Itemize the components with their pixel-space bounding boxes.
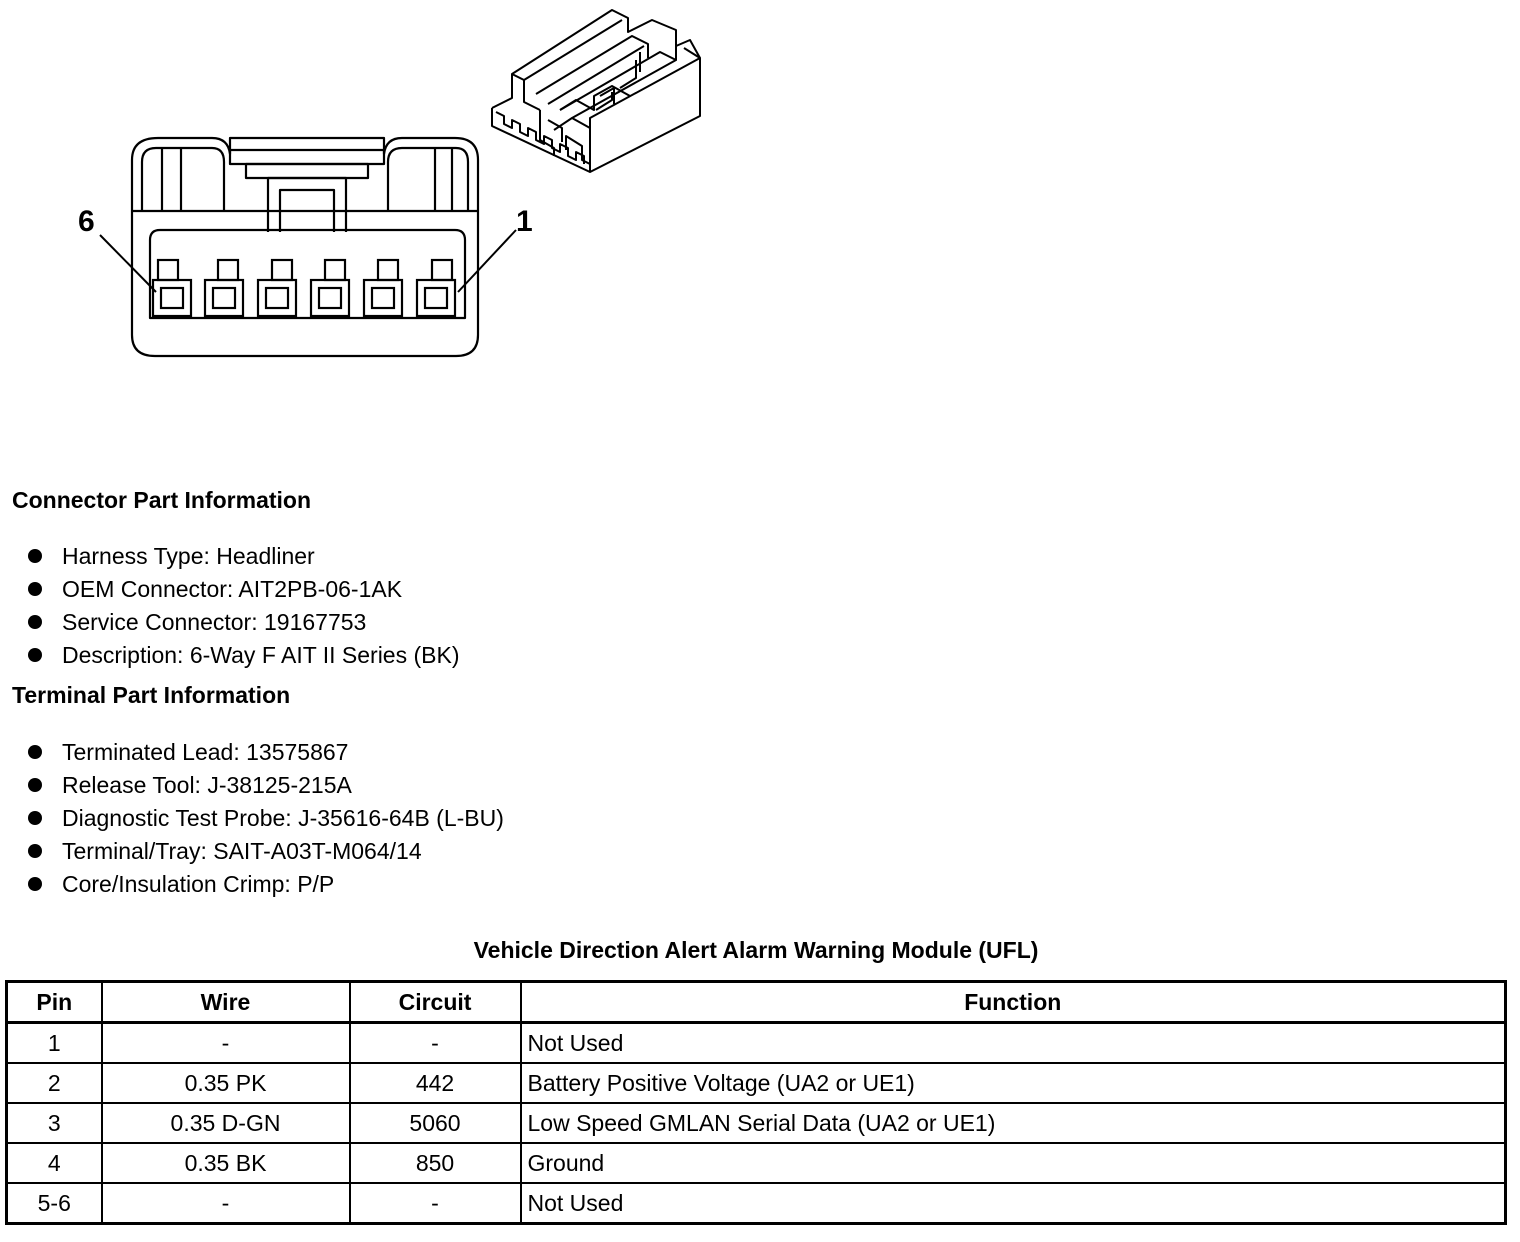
bullet-icon (28, 778, 42, 792)
bullet-icon (28, 844, 42, 858)
circuit-cell: - (350, 1023, 521, 1064)
bullet-icon (28, 615, 42, 629)
oem-connector-text: OEM Connector: AIT2PB-06-1AK (62, 575, 403, 602)
list-item (28, 867, 504, 900)
pin-1-label: 1 (516, 205, 533, 238)
table-row (7, 1103, 1506, 1143)
bullet-icon (28, 745, 42, 759)
pin-cell: 3 (7, 1103, 102, 1143)
service-connector-text: Service Connector: 19167753 (62, 608, 367, 635)
pin-column-header: Pin (7, 982, 102, 1023)
connector-isometric-view (492, 10, 700, 172)
terminal-cavity-5 (205, 260, 243, 316)
circuit-column-header: Circuit (350, 982, 521, 1023)
function-cell: Battery Positive Voltage (UA2 or UE1) (521, 1063, 1506, 1103)
terminated-lead-text: Terminated Lead: 13575867 (62, 738, 349, 765)
terminal-tray-text: Terminal/Tray: SAIT-A03T-M064/14 (62, 837, 422, 864)
terminal-part-info-heading: Terminal Part Information (12, 682, 291, 708)
list-item (28, 539, 460, 572)
terminal-cavity-3 (311, 260, 349, 316)
circuit-cell: - (350, 1183, 521, 1224)
crimp-text: Core/Insulation Crimp: P/P (62, 870, 335, 897)
description-text: Description: 6-Way F AIT II Series (BK) (62, 641, 460, 668)
wire-cell: 0.35 BK (102, 1143, 350, 1183)
terminal-cavity-2 (364, 260, 402, 316)
table-row (7, 1023, 1506, 1064)
bullet-icon (28, 582, 42, 596)
table-row (7, 1063, 1506, 1103)
pin-6-leader (100, 235, 156, 292)
terminal-part-info-list (28, 735, 504, 900)
list-item (28, 572, 460, 605)
circuit-cell: 850 (350, 1143, 521, 1183)
harness-type-text: Harness Type: Headliner (62, 542, 315, 569)
release-tool-text: Release Tool: J-38125-215A (62, 771, 352, 798)
bullet-icon (28, 648, 42, 662)
function-cell: Ground (521, 1143, 1506, 1183)
function-cell: Low Speed GMLAN Serial Data (UA2 or UE1) (521, 1103, 1506, 1143)
list-item (28, 768, 504, 801)
list-item (28, 735, 504, 768)
wire-cell: - (102, 1183, 350, 1224)
pin-1-leader (458, 230, 516, 292)
test-probe-text: Diagnostic Test Probe: J-35616-64B (L-BU) (62, 804, 504, 831)
wire-column-header: Wire (102, 982, 350, 1023)
pinout-table-title: Vehicle Direction Alert Alarm Warning Module (UFL) (473, 937, 1039, 963)
connector-part-info-list (28, 539, 460, 671)
terminal-cavity-4 (258, 260, 296, 316)
wire-cell: 0.35 D-GN (102, 1103, 350, 1143)
terminal-cavity-6 (153, 260, 191, 316)
connector-part-info-heading: Connector Part Information (12, 487, 312, 513)
table-row (7, 1183, 1506, 1224)
pin-cell: 4 (7, 1143, 102, 1183)
bullet-icon (28, 877, 42, 891)
list-item (28, 834, 504, 867)
list-item (28, 638, 460, 671)
list-item (28, 605, 460, 638)
pin-6-label: 6 (78, 205, 95, 238)
table-row (7, 1143, 1506, 1183)
wire-cell: - (102, 1023, 350, 1064)
pin-cell: 5-6 (7, 1183, 102, 1224)
circuit-cell: 5060 (350, 1103, 521, 1143)
wire-cell: 0.35 PK (102, 1063, 350, 1103)
function-cell: Not Used (521, 1183, 1506, 1224)
pin-cell: 2 (7, 1063, 102, 1103)
bullet-icon (28, 811, 42, 825)
connector-diagram (0, 0, 760, 380)
pinout-table (5, 980, 1507, 1225)
table-header-row (7, 982, 1506, 1023)
bullet-icon (28, 549, 42, 563)
function-column-header: Function (521, 982, 1506, 1023)
function-cell: Not Used (521, 1023, 1506, 1064)
list-item (28, 801, 504, 834)
circuit-cell: 442 (350, 1063, 521, 1103)
pin-cell: 1 (7, 1023, 102, 1064)
connector-face-drawing (0, 0, 760, 380)
terminal-cavity-1 (417, 260, 455, 316)
